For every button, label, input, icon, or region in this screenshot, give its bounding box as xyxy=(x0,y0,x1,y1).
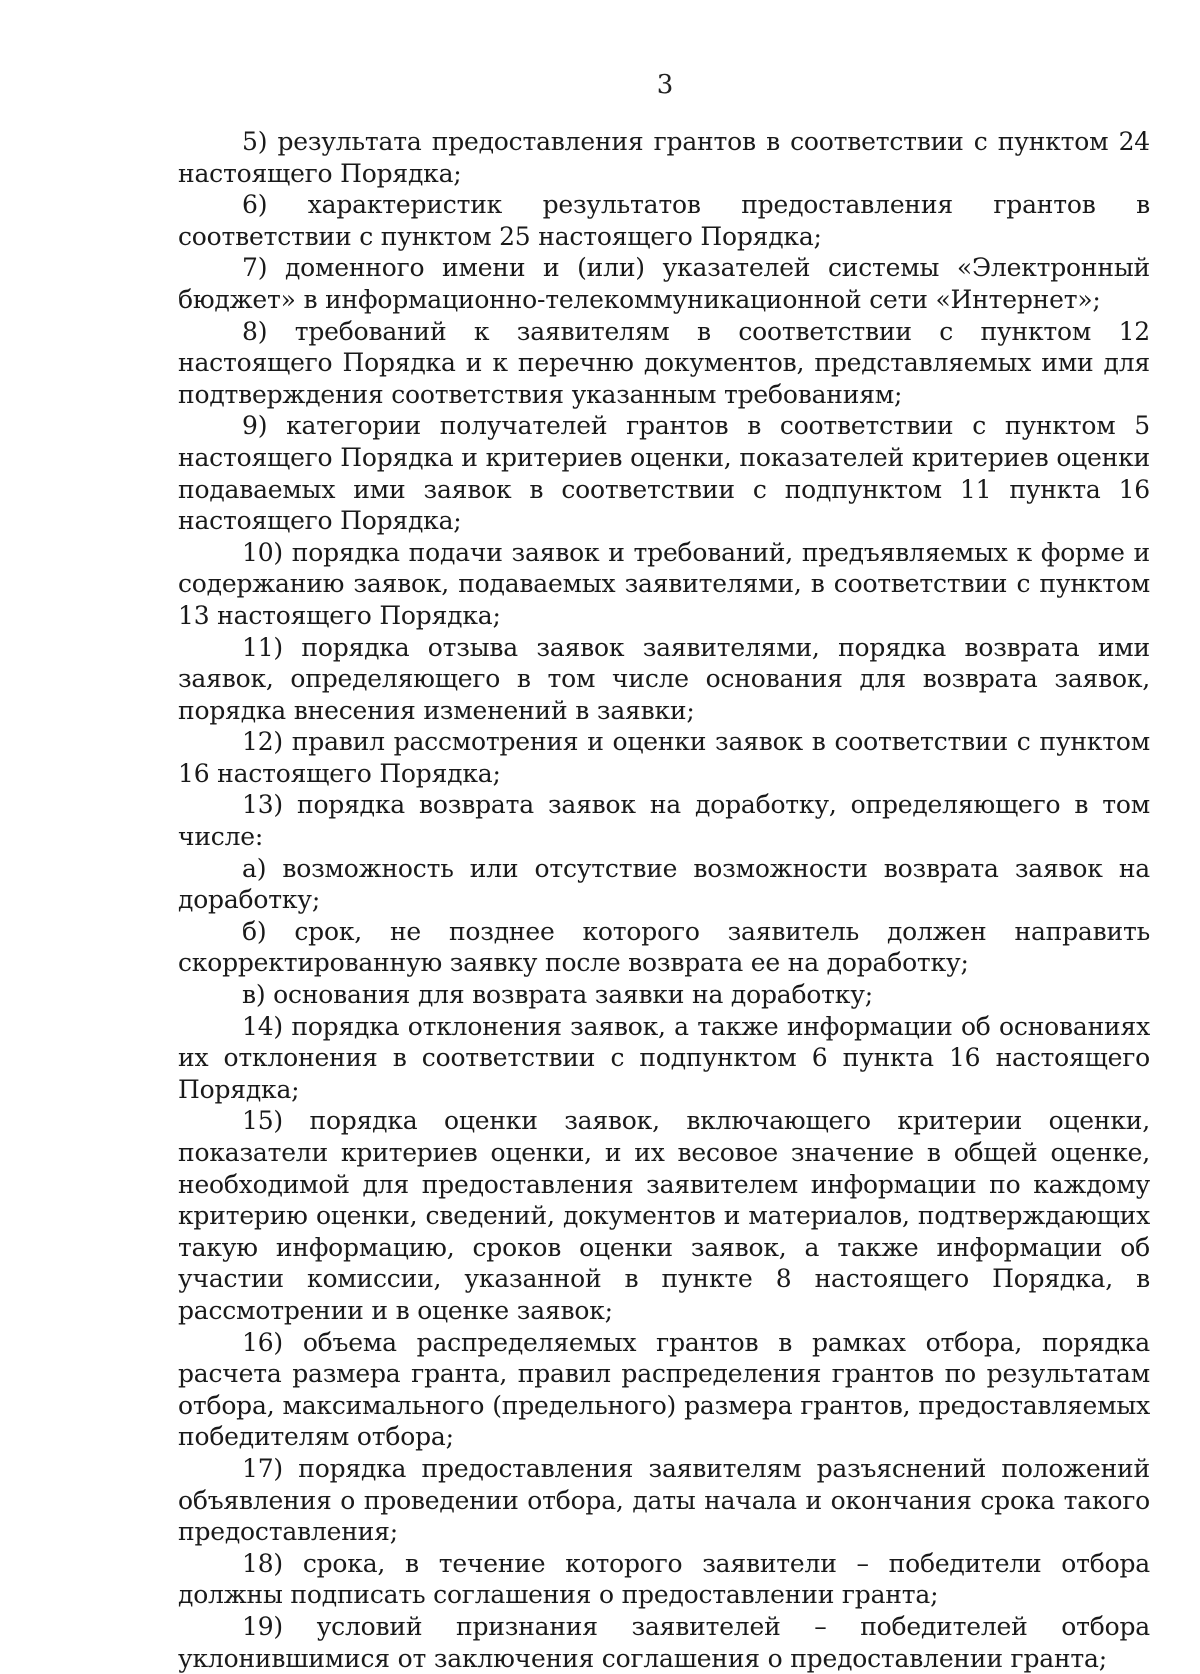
list-item: 16) объема распределяемых грантов в рамках отбора, порядка расчета размера гранта, правил распределения грантов по результатам отбора, максимального (предельного) размера грантов, предоставляемых победителям отбора; xyxy=(178,1327,1150,1452)
list-item: 19) условий признания заявителей – победителей отбора уклонившимися от заключения соглашения о предоставлении гранта; xyxy=(178,1611,1150,1673)
list-item: 12) правил рассмотрения и оценки заявок в соответствии с пунктом 16 настоящего Порядка; xyxy=(178,727,1150,788)
page-number: 3 xyxy=(656,70,674,100)
list-item: а) возможность или отсутствие возможности возврата заявок на доработку; xyxy=(178,853,1150,915)
list-item: 11) порядка отзыва заявок заявителями, порядка возврата ими заявок, определяющего в том числе основания для возврата заявок, порядка внесения изменений в заявки; xyxy=(178,632,1150,725)
list-item: 18) срока, в течение которого заявители – победители отбора должны подписать соглашения о предоставлении гранта; xyxy=(178,1548,1150,1610)
list-item: 15) порядка оценки заявок, включающего критерии оценки, показатели критериев оценки, и их весовое значение в общей оценке, необходимой для предоставления заявителем информации по каждому критерию оценки, сведений, документов и материалов, подтверждающих такую информацию, сроков оценки заявок, а также информации об участии комиссии, указанной в пункте 8 настоящего Порядка, в рассмотрении и в оценке заявок; xyxy=(178,1106,1150,1325)
list-item: 14) порядка отклонения заявок, а также информации об основаниях их отклонения в соответствии с подпунктом 6 пункта 16 настоящего Порядка; xyxy=(178,1011,1150,1104)
list-item: б) срок, не позднее которого заявитель должен направить скорректированную заявку после возврата ее на доработку; xyxy=(178,916,1150,978)
list-item: в) основания для возврата заявки на доработку; xyxy=(242,980,873,1010)
document-body xyxy=(178,126,1150,1674)
list-item: 9) категории получателей грантов в соответствии с пунктом 5 настоящего Порядка и критериев оценки, показателей критериев оценки подаваемых ими заявок в соответствии с подпунктом 11 пункта 16 настоящего Порядка; xyxy=(178,411,1150,536)
list-item: 17) порядка предоставления заявителям разъяснений положений объявления о проведении отбора, даты начала и окончания срока такого предоставления; xyxy=(178,1453,1150,1547)
list-item: 5) результата предоставления грантов в соответствии с пунктом 24 настоящего Порядка; xyxy=(178,127,1150,188)
list-item: 13) порядка возврата заявок на доработку, определяющего в том числе: xyxy=(178,790,1150,852)
list-item: 6) характеристик результатов предоставления грантов в соответствии с пунктом 25 настоящего Порядка; xyxy=(178,190,1150,251)
list-item: 10) порядка подачи заявок и требований, предъявляемых к форме и содержанию заявок, подаваемых заявителями, в соответствии с пунктом 13 настоящего Порядка; xyxy=(178,537,1150,630)
list-item: 8) требований к заявителям в соответствии с пунктом 12 настоящего Порядка и к перечню документов, представляемых ими для подтверждения соответствия указанным требованиям; xyxy=(178,316,1150,409)
list-item: 7) доменного имени и (или) указателей системы «Электронный бюджет» в информационно-телекоммуникационной сети «Интернет»; xyxy=(178,253,1150,314)
